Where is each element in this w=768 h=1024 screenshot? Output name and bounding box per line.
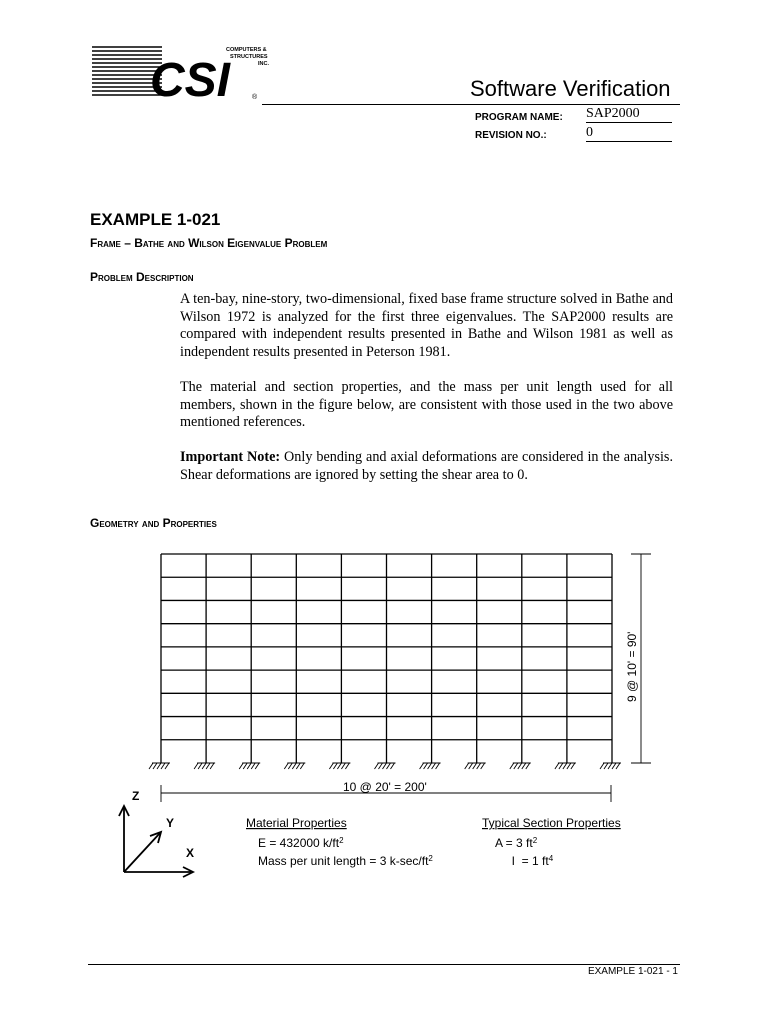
material-mass-exponent: 2 xyxy=(428,854,433,863)
important-note-label: Important Note: xyxy=(180,449,281,465)
problem-paragraph-1: A ten-bay, nine-story, two-dimensional, fixed base frame structure solved in Bathe and Wilson 1972 is analyzed for the first three eigenvalues. The SAP2000 results are compared with independent results presented in Bathe and Wilson 1981 as well as independent results presented in Peterson 1981. xyxy=(180,291,673,360)
support-hatch xyxy=(424,763,428,769)
support-hatch xyxy=(555,763,559,769)
revision-value: 0 xyxy=(586,125,672,142)
support-hatch xyxy=(469,763,473,769)
support-hatch xyxy=(379,763,383,769)
support-hatch xyxy=(391,763,395,769)
support-hatch xyxy=(243,763,247,769)
fixed-support xyxy=(555,763,576,769)
fixed-support xyxy=(284,763,305,769)
support-hatch xyxy=(432,763,436,769)
header-divider xyxy=(262,104,680,105)
fixed-supports xyxy=(149,763,621,769)
program-name-label: PROGRAM NAME: xyxy=(475,112,563,123)
important-note-paragraph xyxy=(180,449,673,484)
support-hatch xyxy=(387,763,391,769)
support-hatch xyxy=(198,763,202,769)
section-i-text: I = 1 ft xyxy=(511,854,549,868)
section-i-exponent: 4 xyxy=(548,854,554,863)
support-hatch xyxy=(247,763,251,769)
important-note-text: Only bending and axial deformations are considered in the analysis. Shear deformations are ignored by setting the shear area to 0. xyxy=(180,449,673,483)
support-hatch xyxy=(165,763,169,769)
section-a-exponent: 2 xyxy=(532,836,538,845)
fixed-support xyxy=(510,763,531,769)
support-hatch xyxy=(202,763,206,769)
frame-figure xyxy=(0,540,768,890)
material-e-exponent: 2 xyxy=(339,836,344,845)
width-dimension-label: 10 @ 20' = 200' xyxy=(343,780,427,794)
page-footer: EXAMPLE 1-021 - 1 xyxy=(587,966,678,977)
material-mass-value xyxy=(258,854,433,868)
support-hatch xyxy=(559,763,563,769)
csi-logo xyxy=(92,44,272,100)
material-e-text: E = 432000 k/ft xyxy=(258,836,340,850)
support-hatch xyxy=(206,763,210,769)
material-mass-text: Mass per unit length = 3 k-sec/ft xyxy=(258,854,429,868)
support-hatch xyxy=(510,763,514,769)
fixed-support xyxy=(239,763,260,769)
height-dimension-label: 9 @ 10' = 90' xyxy=(625,631,639,702)
support-hatch xyxy=(518,763,522,769)
example-subtitle: Frame – Bathe and Wilson Eigenvalue Problem xyxy=(90,236,328,250)
geometry-heading: Geometry and Properties xyxy=(90,516,217,530)
fixed-support xyxy=(329,763,350,769)
support-hatch xyxy=(296,763,300,769)
fixed-support xyxy=(420,763,441,769)
axes-icon xyxy=(119,806,193,877)
support-hatch xyxy=(210,763,214,769)
support-hatch xyxy=(194,763,198,769)
support-hatch xyxy=(604,763,608,769)
section-i-value xyxy=(495,850,563,868)
support-hatch xyxy=(481,763,485,769)
frame-grid xyxy=(161,554,612,763)
support-hatch xyxy=(526,763,530,769)
material-e-value xyxy=(258,836,344,850)
support-hatch xyxy=(600,763,604,769)
problem-description-heading: Problem Description xyxy=(90,270,194,284)
support-hatch xyxy=(345,763,349,769)
z-axis-label: Z xyxy=(132,789,140,803)
support-hatch xyxy=(477,763,481,769)
support-hatch xyxy=(567,763,571,769)
program-name-value: SAP2000 xyxy=(586,106,672,123)
example-title: EXAMPLE 1-021 xyxy=(90,210,221,229)
support-hatch xyxy=(612,763,616,769)
logo-company-line2: STRUCTURES xyxy=(230,54,268,60)
support-hatch xyxy=(161,763,165,769)
support-hatch xyxy=(329,763,333,769)
fixed-support xyxy=(465,763,486,769)
x-axis-label: X xyxy=(186,846,195,860)
logo-company-line3: INC. xyxy=(258,61,269,67)
footer-divider xyxy=(88,964,680,965)
fixed-support xyxy=(375,763,396,769)
support-hatch xyxy=(420,763,424,769)
support-hatch xyxy=(428,763,432,769)
support-hatch xyxy=(375,763,379,769)
support-hatch xyxy=(239,763,243,769)
support-hatch xyxy=(153,763,157,769)
support-hatch xyxy=(383,763,387,769)
fixed-support xyxy=(600,763,621,769)
section-properties-title: Typical Section Properties xyxy=(482,816,621,830)
support-hatch xyxy=(341,763,345,769)
logo-registered: ® xyxy=(252,94,258,100)
fixed-support xyxy=(149,763,170,769)
support-hatch xyxy=(333,763,337,769)
section-a-text: A = 3 ft xyxy=(495,836,533,850)
support-hatch xyxy=(571,763,575,769)
support-hatch xyxy=(473,763,477,769)
support-hatch xyxy=(157,763,161,769)
support-hatch xyxy=(284,763,288,769)
fixed-support xyxy=(194,763,215,769)
material-properties-title: Material Properties xyxy=(246,816,347,830)
support-hatch xyxy=(608,763,612,769)
support-hatch xyxy=(300,763,304,769)
support-hatch xyxy=(465,763,469,769)
support-hatch xyxy=(149,763,153,769)
logo-company-line1: COMPUTERS & xyxy=(226,47,267,53)
support-hatch xyxy=(616,763,620,769)
support-hatch xyxy=(337,763,341,769)
y-axis-label: Y xyxy=(166,816,175,830)
support-hatch xyxy=(436,763,440,769)
document-type-title: Software Verification xyxy=(470,76,671,101)
revision-label: REVISION NO.: xyxy=(475,130,547,141)
support-hatch xyxy=(514,763,518,769)
support-hatch xyxy=(292,763,296,769)
problem-paragraph-2: The material and section properties, and the mass per unit length used for all members, shown in the figure below, are consistent with those used in the two above mentioned references. xyxy=(180,379,673,431)
support-hatch xyxy=(255,763,259,769)
support-hatch xyxy=(563,763,567,769)
support-hatch xyxy=(251,763,255,769)
support-hatch xyxy=(522,763,526,769)
logo-mark: CSI xyxy=(150,54,231,100)
section-a-value xyxy=(495,836,538,850)
support-hatch xyxy=(288,763,292,769)
